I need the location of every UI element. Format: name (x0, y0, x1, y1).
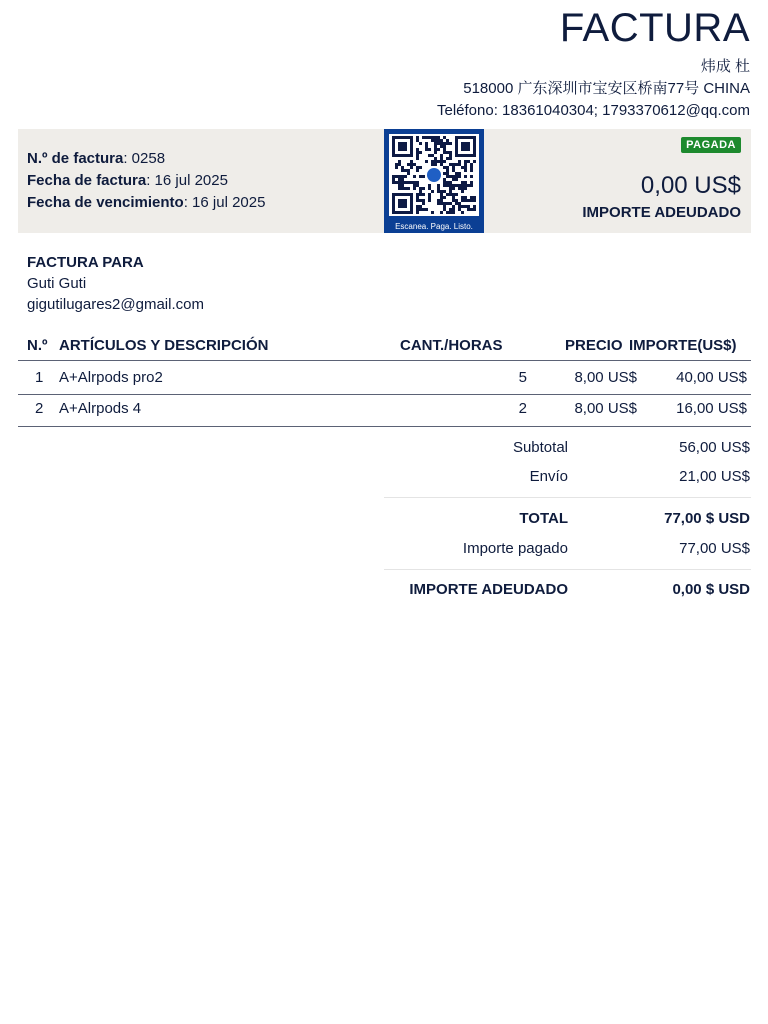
totals-divider (384, 569, 751, 570)
invoice-number: : 0258 (123, 150, 166, 167)
row-item: A+Alrpods 4 (59, 400, 142, 417)
row-number: 2 (35, 400, 44, 417)
seller-contact: Teléfono: 18361040304; 1793370612@qq.com (437, 102, 750, 119)
row-number: 1 (35, 369, 44, 386)
row-divider (18, 394, 751, 395)
subtotal-value: 56,00 US$ (679, 439, 750, 456)
seller-name: 炜成 杜 (700, 58, 750, 75)
balance-due-label: IMPORTE ADEUDADO (409, 581, 568, 598)
bill-to-heading: FACTURA PARA (27, 254, 144, 271)
totals-divider (384, 497, 751, 498)
row-quantity: 2 (518, 400, 527, 417)
qr-caption: Escanea. Paga. Listo. (395, 222, 473, 231)
subtotal-label: Subtotal (512, 439, 568, 456)
status-badge: PAGADA (681, 137, 741, 153)
customer-name: Guti Guti (27, 275, 87, 292)
invoice-date: : 16 jul 2025 (146, 172, 228, 189)
total-label: TOTAL (519, 510, 568, 527)
column-header-quantity: CANT./HORAS (400, 337, 503, 354)
shipping-value: 21,00 US$ (679, 468, 750, 485)
payment-qr-code[interactable] (384, 129, 484, 233)
column-header-price: PRECIO (565, 337, 623, 354)
shipping-label: Envío (529, 468, 568, 485)
amount-paid-value: 77,00 US$ (679, 540, 750, 557)
row-price: 8,00 US$ (574, 400, 637, 417)
row-quantity: 5 (518, 369, 527, 386)
qr-code-icon (389, 134, 479, 216)
row-item: A+Alrpods pro2 (59, 369, 163, 386)
table-bottom-divider (18, 426, 751, 427)
invoice-date-label: Fecha de factura (27, 172, 147, 189)
seller-address: 518000 广东深圳市宝安区桥南77号 CHINA (463, 80, 750, 97)
column-header-amount: IMPORTE(US$) (629, 337, 737, 354)
due-date: : 16 jul 2025 (183, 194, 266, 211)
seller-block (437, 56, 750, 122)
column-header-description: ARTÍCULOS Y DESCRIPCIÓN (59, 337, 269, 354)
invoice-meta (27, 148, 265, 214)
amount-due-value: 0,00 US$ (640, 172, 741, 199)
row-price: 8,00 US$ (574, 369, 637, 386)
column-header-number: N.º (27, 337, 48, 354)
amount-due-label: IMPORTE ADEUDADO (582, 204, 741, 221)
table-header-divider (18, 360, 751, 361)
row-amount: 16,00 US$ (676, 400, 747, 417)
customer-email[interactable]: gigutilugares2@gmail.com (27, 296, 204, 313)
amount-paid-label: Importe pagado (462, 540, 568, 557)
bill-to-block (27, 252, 204, 315)
invoice-title: FACTURA (559, 6, 750, 50)
balance-due-value: 0,00 $ USD (672, 581, 750, 598)
due-date-label: Fecha de vencimiento (27, 194, 184, 211)
total-value: 77,00 $ USD (664, 510, 750, 527)
row-amount: 40,00 US$ (676, 369, 747, 386)
invoice-number-label: N.º de factura (27, 150, 124, 167)
